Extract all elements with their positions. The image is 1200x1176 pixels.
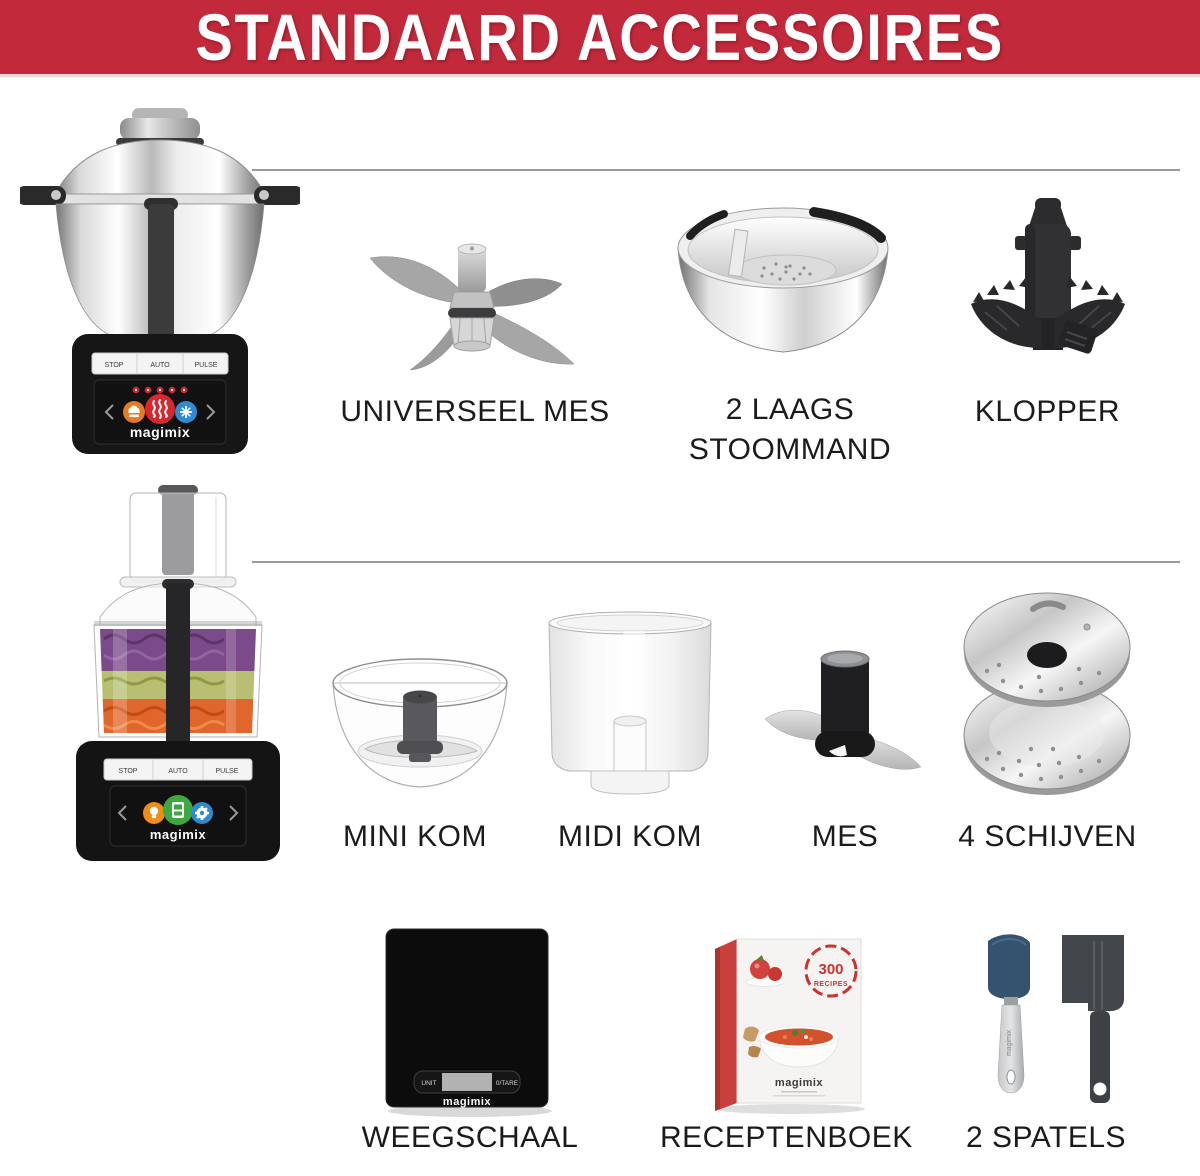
button-strip (104, 759, 252, 780)
mini-bowl-image (325, 645, 515, 810)
discs-image (952, 575, 1142, 810)
whisk-image (963, 196, 1133, 386)
label-midi-kom: MIDI KOM (558, 820, 702, 853)
machine-screen (110, 786, 246, 846)
steam-basket-image (668, 196, 898, 381)
food-processor-machine-image (58, 483, 298, 873)
machine-screen (94, 380, 226, 444)
label-mini-kom: MINI KOM (343, 820, 487, 853)
label-spatels: 2 SPATELS (965, 1121, 1127, 1154)
divider-top (252, 169, 1180, 171)
cook-expert-image (20, 106, 300, 468)
brand-logo: magimix (774, 1077, 824, 1089)
auto-button-label: AUTO (168, 768, 188, 775)
label-stoommand (655, 390, 925, 470)
badge-number: 300 (818, 961, 844, 978)
auto-button-label: AUTO (150, 362, 170, 369)
stop-button-label: STOP (104, 362, 124, 369)
bowl-center-column (162, 579, 194, 741)
label-stoommand-line1: 2 LAAGS (725, 393, 855, 426)
spatulas-image (966, 925, 1126, 1120)
label-receptenboek: RECEPTENBOEK (660, 1121, 913, 1154)
label-schijven: 4 SCHIJVEN (958, 820, 1137, 853)
bowl-center-handle (144, 198, 178, 340)
button-strip (92, 353, 228, 374)
steam-icon (145, 394, 175, 424)
gear-icon (191, 802, 213, 824)
label-klopper: KLOPPER (974, 395, 1121, 428)
label-weegschaal: WEEGSCHAAL (361, 1121, 579, 1154)
unit-button-label: UNIT (421, 1080, 437, 1087)
mini-bowl-hub (397, 691, 443, 763)
stop-button-label: STOP (118, 768, 138, 775)
universal-blade-image (352, 222, 592, 382)
badge-word: RECIPES (813, 981, 849, 988)
banner-underline (0, 74, 1200, 77)
food-processor-image (58, 483, 298, 873)
recipe-book-image (685, 925, 885, 1120)
page-title: STANDAARD ACCESSOIRES (195, 0, 1005, 74)
scale-display (414, 1071, 520, 1093)
lid-dome (54, 140, 266, 196)
pulse-button-label: PULSE (194, 362, 218, 369)
brand-logo: magimix (149, 827, 207, 842)
tare-button-label: 0/TARE (495, 1080, 519, 1087)
silicone-spatula (988, 934, 1030, 1093)
brand-logo: magimix (442, 1096, 492, 1108)
snowflake-icon (175, 401, 197, 423)
header-banner (0, 0, 1200, 74)
midi-bowl-tube (614, 716, 646, 771)
feed-tube (120, 485, 236, 587)
label-mes: MES (811, 820, 879, 853)
kitchen-scale-image (380, 925, 560, 1125)
brand-logo: magimix (129, 424, 191, 440)
chef-hat-icon (123, 401, 145, 423)
divider-middle (252, 561, 1180, 563)
label-universeel-mes: UNIVERSEEL MES (340, 395, 610, 428)
disc-top (964, 593, 1130, 707)
program-icon (163, 795, 193, 825)
cook-expert-machine-image (20, 106, 300, 468)
midi-bowl-foot (591, 771, 669, 794)
label-stoommand-line2: STOOMMAND (688, 432, 892, 466)
midi-bowl-image (535, 605, 725, 810)
pulse-button-label: PULSE (215, 768, 239, 775)
blade-image (755, 645, 935, 795)
brand-logo: magimix (1006, 1029, 1013, 1057)
plastic-spatula (1062, 935, 1124, 1103)
bulb-icon (143, 802, 165, 824)
